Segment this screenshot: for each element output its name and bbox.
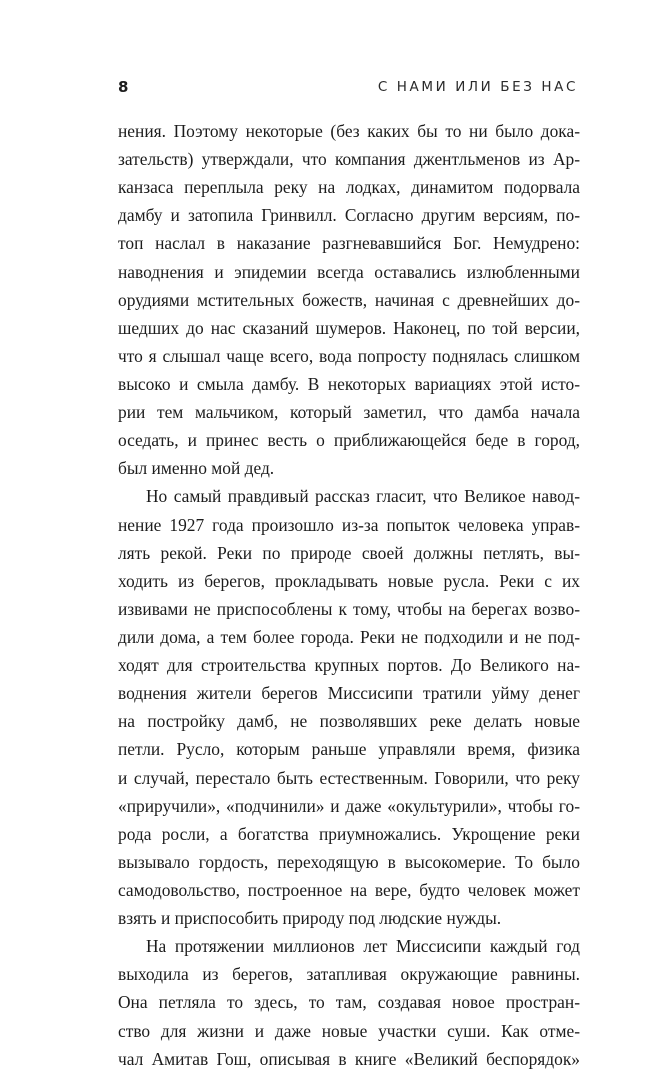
text-line: дили дома, а тем более города. Реки не подходили и не под- [118,626,580,647]
text-line: дамбу и затопила Гринвилл. Согласно другим версиям, по- [118,205,580,226]
text-line: нение 1927 года произошло из-за попыток человека управ- [118,514,580,535]
text-line: на постройку дамб, не позволявших реке делать новые [118,711,580,732]
text-line: «приручили», «подчинили» и даже «окультурили», чтобы го- [118,795,580,816]
text-line: Но самый правдивый рассказ гласит, что Великое навод- [146,486,580,507]
text-line: петли. Русло, которым раньше управляли время, физика [118,739,580,760]
text-line: был именно мой дед. [118,458,275,479]
text-line: рода росли, а богатства приумножались. Укрощение реки [118,823,580,844]
text-line: ходить из берегов, прокладывать новые русла. Реки с их [118,570,580,591]
text-line: ходят для строительства крупных портов. До Великого на- [118,655,580,676]
text-line: взять и приспособить природу под людские нужды. [118,908,502,929]
text-line: топ наслал в наказание разгневавшийся Бог. Немудрено: [118,233,580,254]
text-line: На протяжении миллионов лет Миссисипи каждый год [146,936,580,957]
paragraph [118,482,580,932]
text-line: извивами не приспособлены к тому, чтобы на берегах возво- [118,598,580,619]
page-number: 8 [118,78,129,96]
paragraph [118,932,580,1073]
text-line: выходила из берегов, затапливая окружающие равнины. [118,964,580,985]
paragraph [118,117,580,482]
text-line: зательств) утверждали, что компания джентльменов из Ар- [118,149,580,170]
running-title: С НАМИ ИЛИ БЕЗ НАС [377,79,578,95]
text-line: нения. Поэтому некоторые (без каких бы то ни было дока- [118,121,580,141]
text-line: ство для жизни и даже новые участки суши. Как отме- [118,1020,580,1041]
text-line: и случай, перестало быть естественным. Говорили, что реку [118,767,580,788]
text-line: чал Амитав Гош, описывая в книге «Великий беспорядок» [118,1048,580,1069]
text-line: лять рекой. Реки по природе своей должны петлять, вы- [118,542,580,563]
text-line: воднения жители берегов Миссисипи тратили уйму денег [118,683,580,704]
running-head [118,78,578,102]
text-line: самодовольство, построенное на вере, будто человек может [118,879,580,900]
text-line: высоко и смыла дамбу. В некоторых вариациях этой исто- [118,373,580,394]
text-line: Она петляла то здесь, то там, создавая новое простран- [118,992,580,1013]
text-line: канзаса переплыла реку на лодках, динамитом подорвала [118,177,580,198]
text-line: наводнения и эпидемии всегда оставались излюбленными [118,261,580,282]
text-line: вызывало гордость, переходящую в высокомерие. То было [118,851,580,872]
text-line: шедших до нас сказаний шумеров. Наконец, по той версии, [118,317,580,338]
text-line: что я слышал чаще всего, вода попросту поднялась слишком [118,345,580,366]
text-line: оседать, и принес весть о приближающейся беде в город, [118,430,580,451]
text-line: орудиями мстительных божеств, начиная с древнейших до- [118,289,580,310]
body-text [118,117,580,1073]
text-line: рии тем мальчиком, который заметил, что дамба начала [118,402,580,423]
